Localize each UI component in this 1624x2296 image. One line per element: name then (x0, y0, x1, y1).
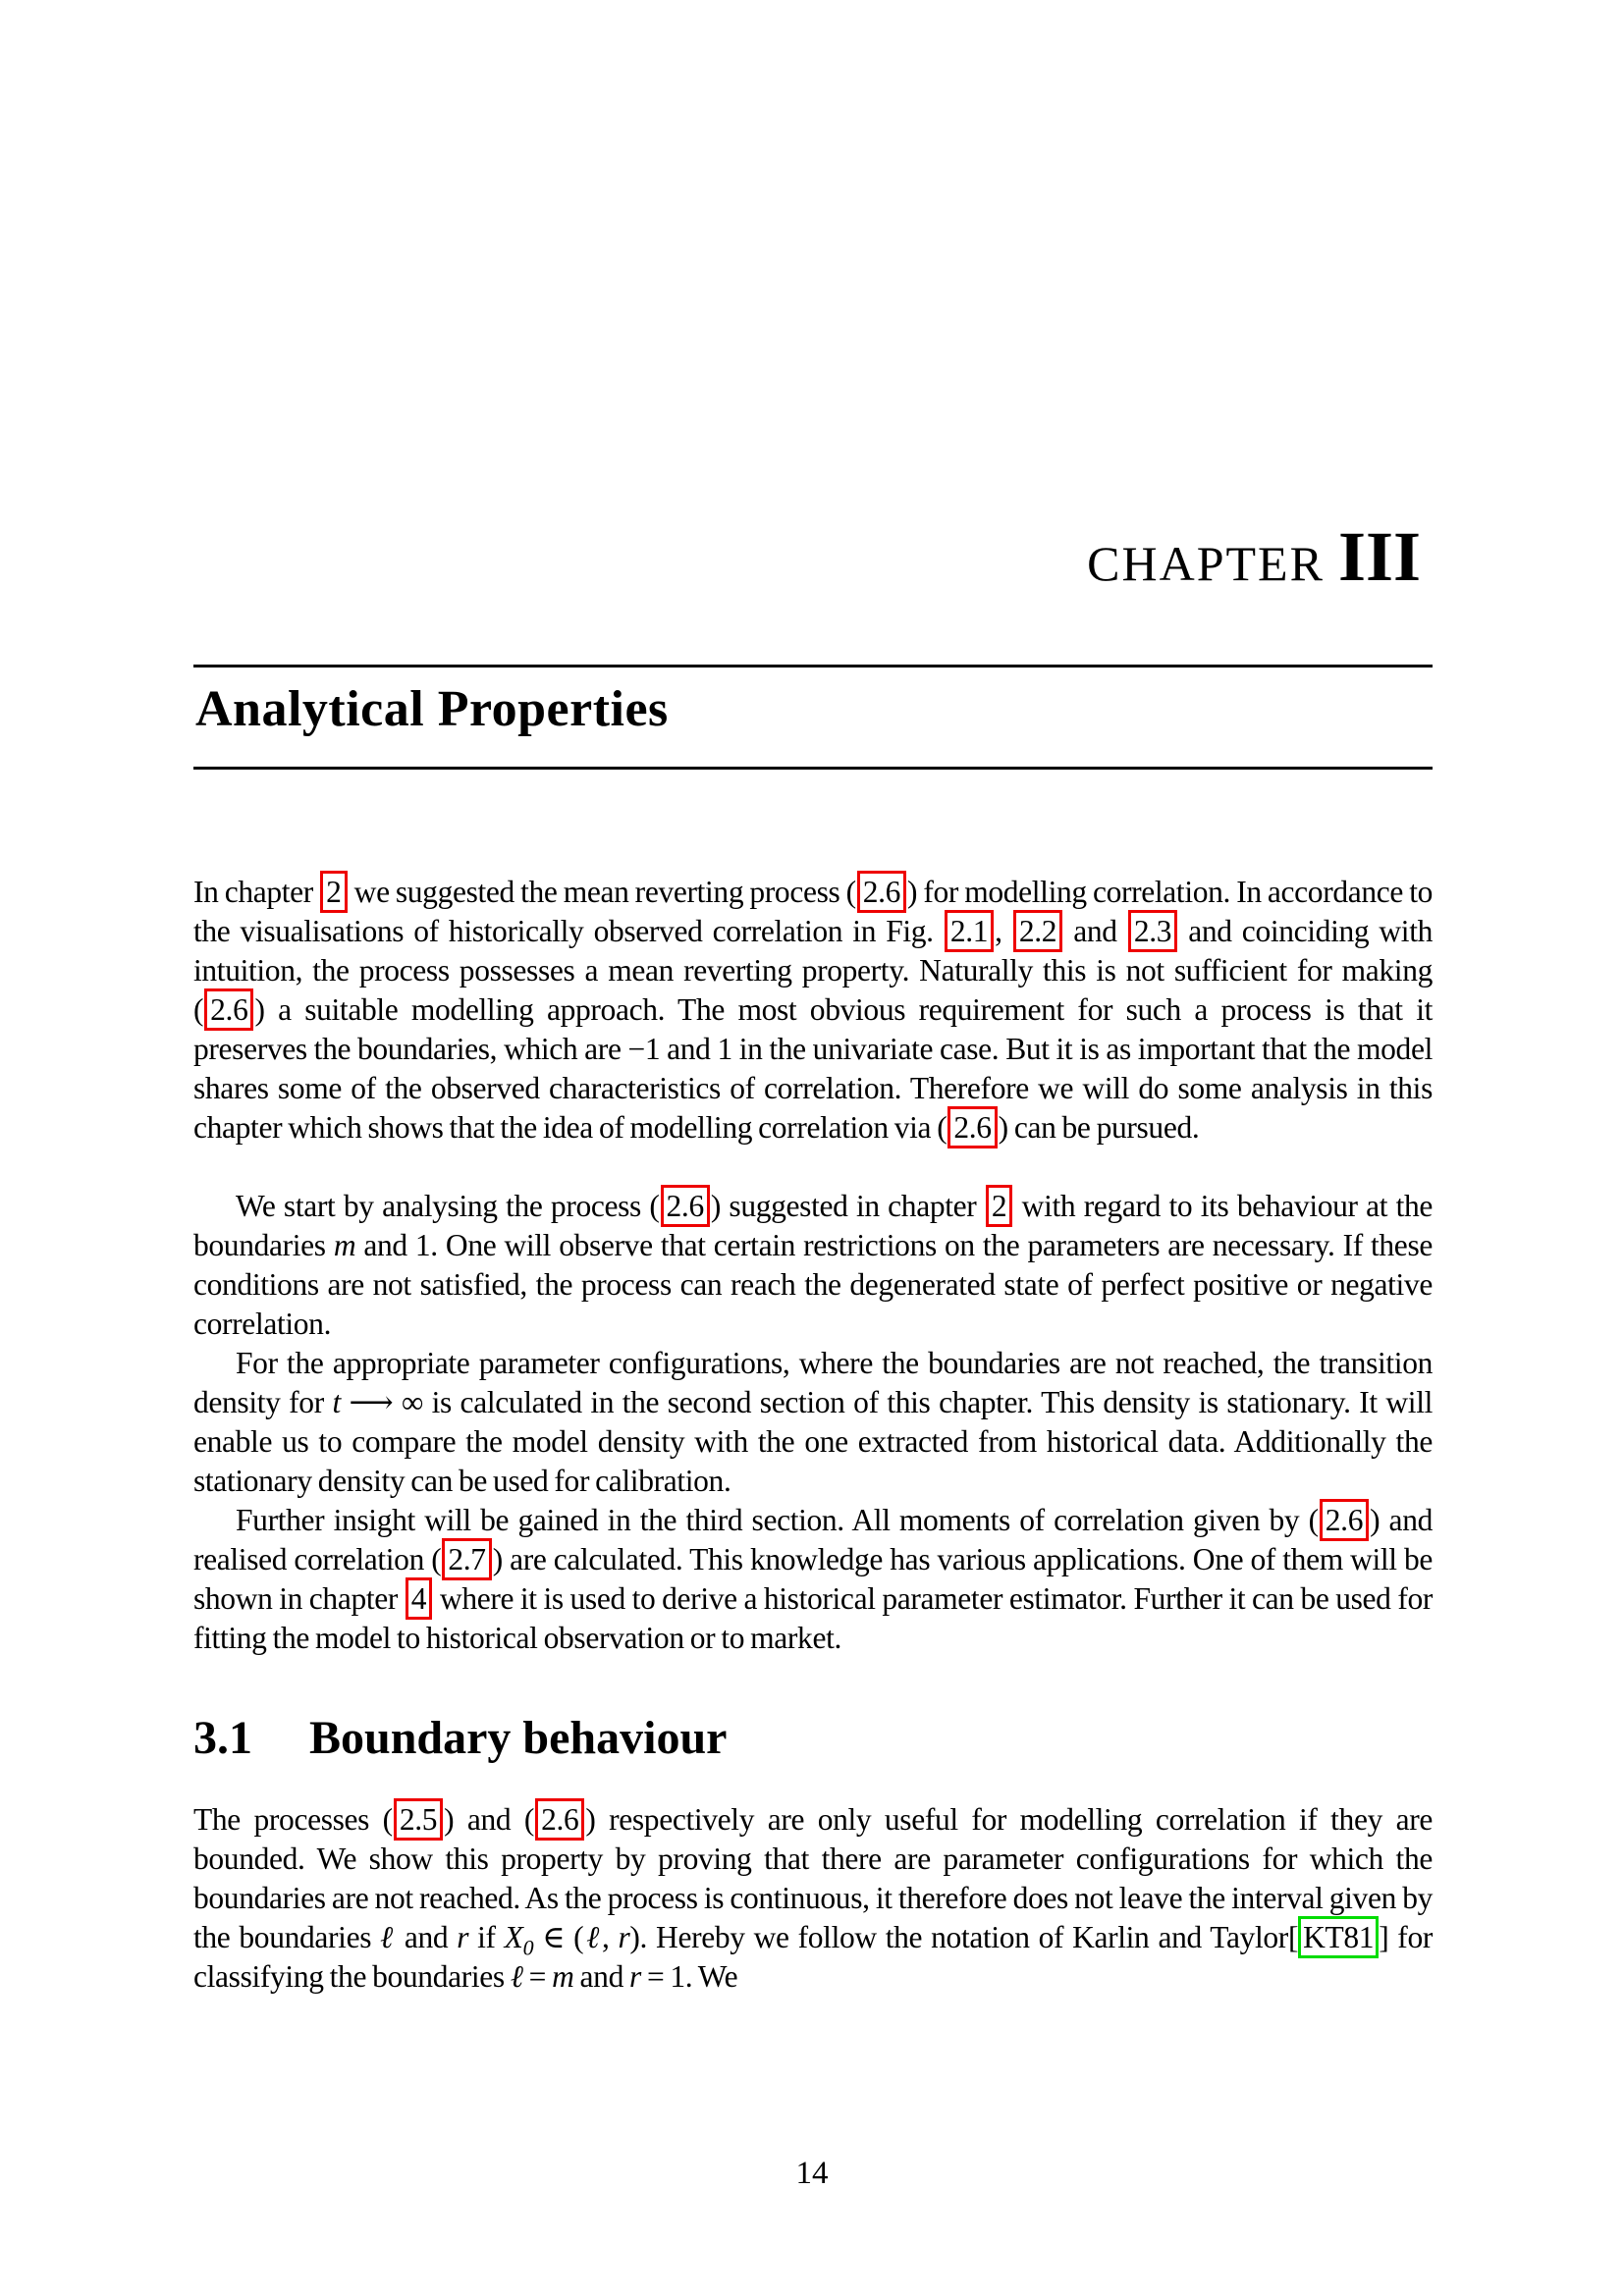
ref-link[interactable]: 2 (986, 1185, 1012, 1227)
text-run: and (1063, 914, 1127, 948)
math-text: r (618, 1919, 630, 1954)
text-run: For the appropriate parameter configurations, where the boundaries are not reached, the transition density for (193, 1346, 1433, 1419)
text-run: ⟶ ∞ is calculated in the second section of this chapter. This density is stationary. It will enable us to compare the model density with the one extracted from historical data. Additionally the stationary density can be used for calibration. (193, 1385, 1434, 1498)
math-text: r (629, 1958, 641, 1994)
page-number: 14 (795, 2156, 829, 2191)
paragraph (193, 1800, 1433, 1997)
paragraph (193, 1501, 1433, 1658)
text-run: ) can be pursued. (998, 1110, 1200, 1145)
math-text: X (504, 1919, 523, 1954)
math-text: t (332, 1385, 341, 1419)
text-run: ) for modelling correlation. In accordance to the visualisations of historically observed correlation in Fig. (193, 875, 1433, 948)
chapter-numeral: III (1337, 517, 1421, 596)
text-run: and (395, 1919, 458, 1954)
math-subscript: 0 (522, 1935, 534, 1960)
text-run: ) and ( (444, 1801, 535, 1837)
section-title: Boundary behaviour (309, 1712, 728, 1764)
text-run: We start by analysing the process ( (236, 1189, 660, 1223)
ref-link[interactable]: 2.6 (857, 871, 906, 913)
text-run: ) respectively are only useful for modelling correlation if they are bounded. We show this property by proving that there are parameter configurations for which the boundaries are not reached. As the process is continuous, it therefore does not leave the interval given by the boundaries (193, 1801, 1433, 1954)
ref-link[interactable]: 2.3 (1128, 910, 1177, 952)
text-run: Further insight will be gained in the third section. All moments of correlation given by ( (236, 1503, 1319, 1537)
text-run: with regard to its behaviour at the boundaries (193, 1189, 1433, 1262)
math-text: ℓ (583, 1919, 602, 1954)
math-text: r (457, 1919, 469, 1954)
text-run: if (468, 1919, 505, 1954)
text-run: ] for classifying the boundaries (193, 1919, 1433, 1994)
text-run: ) and realised correlation ( (193, 1503, 1433, 1576)
text-run: ) suggested in chapter (710, 1189, 985, 1223)
text-run: In chapter (193, 875, 320, 909)
text-run: ) are calculated. This knowledge has various applications. One of them will be shown in chapter (193, 1542, 1433, 1616)
ref-link[interactable]: 2.6 (535, 1798, 584, 1841)
paragraph (193, 1344, 1433, 1501)
chapter-label: CHAPTER (1087, 536, 1325, 591)
section-number: 3.1 (193, 1712, 252, 1764)
ref-link[interactable]: 2.6 (1320, 1499, 1369, 1541)
page-title: Analytical Properties (195, 681, 669, 737)
paragraph (193, 873, 1433, 1148)
ref-link[interactable]: 2.6 (204, 988, 253, 1031)
math-text: ℓ (380, 1919, 396, 1954)
ref-link[interactable]: 2.6 (947, 1106, 997, 1148)
text-run: = (522, 1958, 553, 1994)
paragraph (193, 1187, 1433, 1344)
citation-link[interactable]: KT81 (1298, 1916, 1379, 1958)
ref-link[interactable]: 2.5 (394, 1798, 443, 1841)
ref-link[interactable]: 2.1 (945, 910, 994, 952)
horizontal-rule-top (193, 665, 1433, 667)
text-run: and 1. One will observe that certain restrictions on the parameters are necessary. If these conditions are not satisfied, the process can reach the degenerated state of perfect positive or negative correlation. (193, 1228, 1433, 1341)
section-heading (193, 1713, 1433, 1765)
ref-link[interactable]: 2.6 (661, 1185, 710, 1227)
text-run: , (995, 914, 1012, 948)
math-text: m (552, 1958, 574, 1994)
text-run: where it is used to derive a historical parameter estimator. Further it can be used for fitting the model to historical observation or to market. (193, 1581, 1434, 1655)
text-run: = 1. We (640, 1958, 738, 1994)
math-text: m (333, 1228, 356, 1262)
body-content (193, 873, 1433, 1997)
text-run: , (601, 1919, 619, 1954)
ref-link[interactable]: 2.2 (1013, 910, 1062, 952)
text-run: The processes ( (193, 1801, 393, 1837)
horizontal-rule-bottom (193, 767, 1433, 770)
text-run: we suggested the mean reverting process ( (348, 875, 856, 909)
ref-link[interactable]: 2.7 (442, 1538, 491, 1580)
text-run: ). Hereby we follow the notation of Karlin and Taylor[ (629, 1919, 1299, 1954)
text-run: and coinciding with intuition, the process possesses a mean reverting property. Naturally this is not sufficient for making ( (193, 914, 1433, 1027)
text-run: ∈ ( (533, 1919, 584, 1954)
text-run: and (573, 1958, 629, 1994)
ref-link[interactable]: 4 (406, 1577, 432, 1620)
chapter-heading (193, 517, 1421, 596)
ref-link[interactable]: 2 (320, 871, 347, 913)
math-text: ℓ (510, 1958, 523, 1994)
text-run: ) a suitable modelling approach. The most obvious requirement for such a process is that it preserves the boundaries, which are −1 and 1 in the univariate case. But it is as important that the model shares some of the observed characteristics of correlation. Therefore we will do some analysis in this chapter which shows that the idea of modelling correlation via ( (193, 992, 1433, 1145)
